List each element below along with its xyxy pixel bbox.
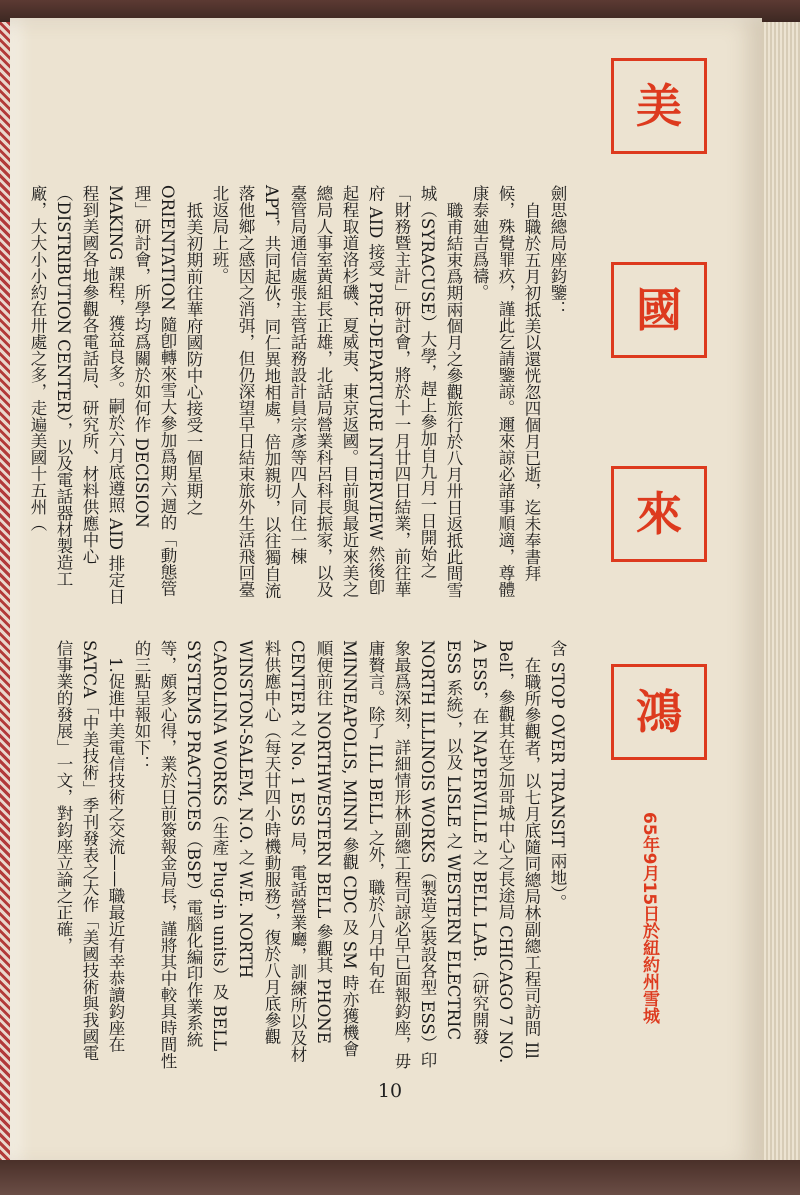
header-stamp-3 [611, 466, 707, 562]
letter-upper-section [28, 185, 570, 605]
header-stamp-char: 美 [636, 79, 682, 133]
letter-paragraph: 含 STOP OVER TRANSIT 兩地）。 [548, 640, 567, 911]
letter-paragraph: 在職所參觀者，以七月底隨同總局林副總工程司訪問 Ill Bell，參觀其在芝加哥城中心之長途局 CHICAGO 7 NO. A ESS，在 NAPERVILLE 之 BELL LAB.（研究開發 ESS 系統），以及 LISLE 之 WESTERN ELECTRIC NORTH ILLINOIS WORKS（製造之裝設各型 ESS）印象最爲深刻，詳細情形林副總工程司諒必早已面報鈞座，毋庸贅言。除了 ILL BELL 之外，職於八月中旬在 MINNEAPOLIS, MINN 參觀 CDC 及 SM 時亦獲機會順便前往 NORTHWESTERN BELL 參觀其 PHONE CENTER 之 No. 1 ESS 局，電話營業廳，訓練所以及材料供應中心（每天廿四小時機動服務），復於八月底參觀 WINSTON-SALEM, N.O. 之 W.E. NORTH CAROLINA WORKS（生產 Plug-in units）及 BELL SYSTEMS PRACTICES（BSP）電腦化編印作業系統等，頗多心得，業於日前簽報金局長，謹將其中較具時間性的三點呈報如下： [132, 640, 541, 1069]
letter-lower-section [54, 640, 570, 1070]
header-stamp-1 [611, 58, 707, 154]
header-stamp-char: 國 [636, 283, 682, 337]
header-stamp-2 [611, 262, 707, 358]
salutation: 劍思總局座鈞鑒： [548, 185, 567, 317]
page-edges [762, 22, 800, 1162]
book-cover-bottom-edge [0, 1160, 800, 1195]
letter-paragraph: 自職於五月初抵美以還恍忽四個月已逝，迄未奉書拜候，殊覺罪疚，謹此乞請鑒諒。邇來諒必諸事順適，尊體康泰廸吉爲禱。 [470, 185, 541, 598]
header-stamp-char: 來 [636, 487, 682, 541]
page-number: 10 [377, 1080, 403, 1102]
header-stamp-char: 鴻 [636, 685, 682, 739]
letter-paragraph: 1.促進中美電信技術之交流——職最近有幸恭讀鈞座在 SATCA「中美技術」季刊發表之大作「美國技術與我國電信事業的發展」一文，對鈞座立論之正確， [54, 640, 125, 1061]
letter-paragraph: 抵美初期前往華府國防中心接受一個星期之 ORIENTATION 隨卽轉來雪大參加爲期六週的「動態管理」研討會，所學均爲關於如何作 DECISION MAKING 課程，獲益良多。嗣於六月底遵照 AID 排定日程到美國各地參觀各電話局、研究所、材料供應中心（DISTRIBUTION CENTER），以及電話器材製造工廠，大大小小約在卅處之多，走遍美國十五州（ [28, 185, 203, 605]
letter-paragraph: 職甫結束爲期兩個月之參觀旅行於八月卅日返抵此間雪城（SYRACUSE）大學，趕上參加自九月一日開始之「財務暨主計」研討會，將於十一月廿四日結業，前往華府 AID 接受 PRE-DEPARTURE INTERVIEW 然後卽起程取道洛杉磯、夏威夷、東京返國。目前與最近來美之總局人事室黃組長正雄，北話局營業科呂科長振家，以及臺管局通信處張主管話務設計員宗彥等四人同住一棟 APT，共同起伙，同仁異地相處，倍加親切，以往獨自流落他鄉之感因之消弭，但仍深望早日結束旅外生活飛回臺北返局上班。 [210, 185, 463, 599]
dateline: 65年9月15日於紐約州雪城 [639, 812, 659, 1025]
header-stamp-4 [611, 664, 707, 760]
